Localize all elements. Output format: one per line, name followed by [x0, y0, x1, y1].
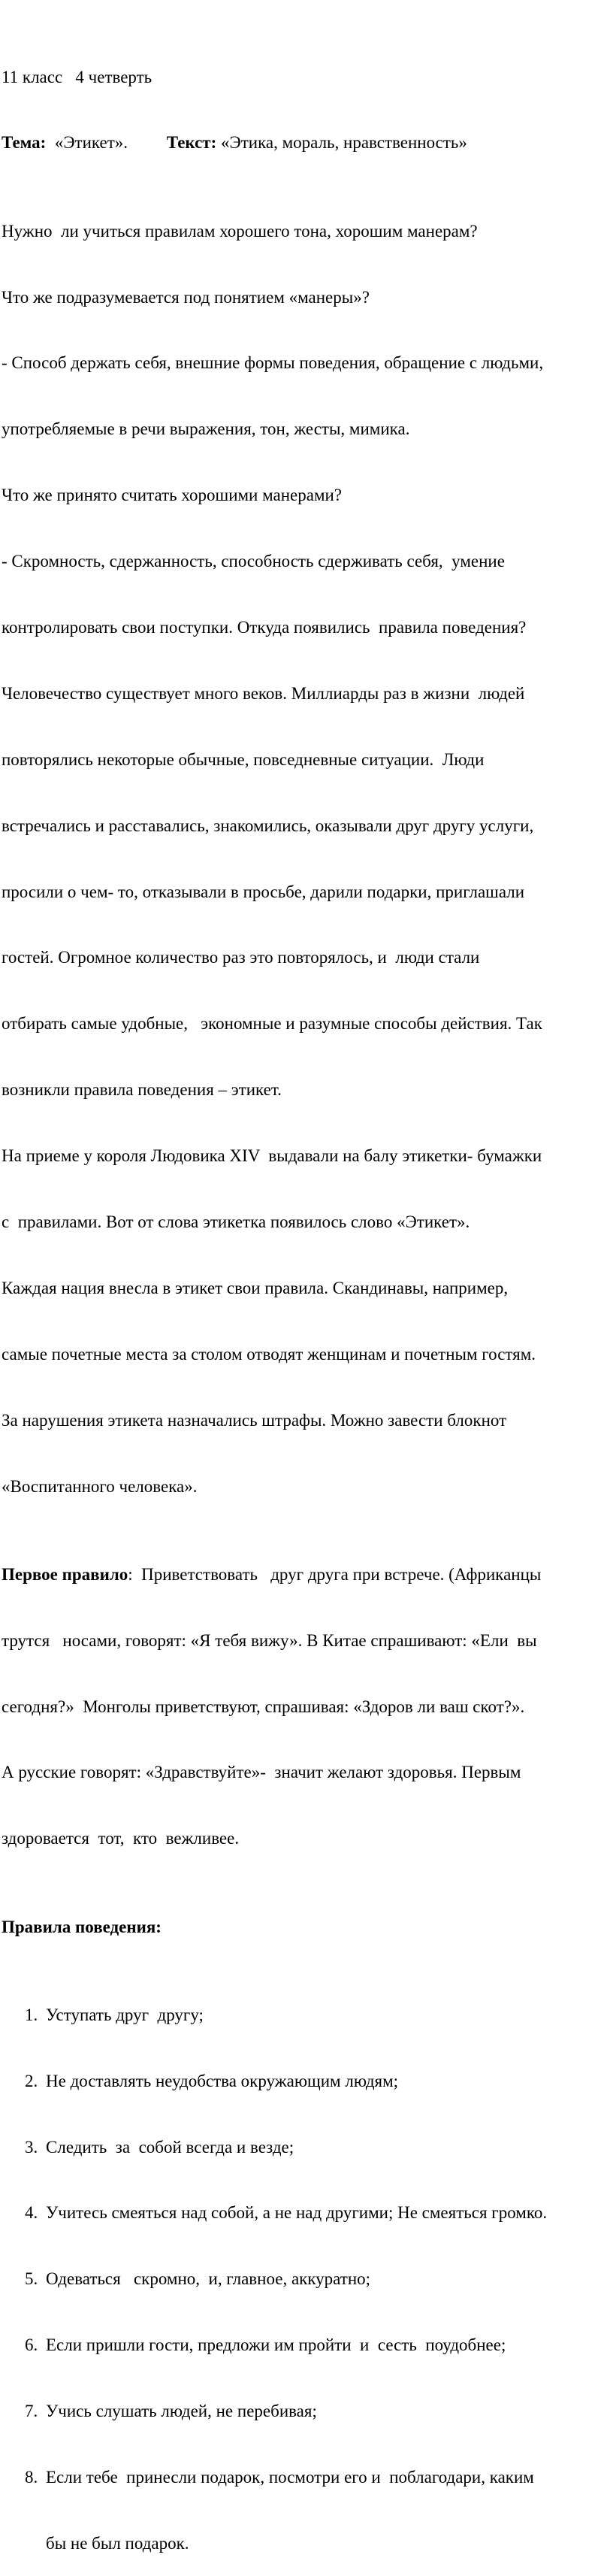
body-line: - Способ держать себя, внешние формы поведения, обращение с людьми, [2, 353, 544, 373]
text-label: Текст: [166, 133, 217, 153]
topic-line [2, 132, 611, 153]
first-rule-label: Первое правило [2, 1564, 128, 1584]
body-line: с правилами. Вот от слова этикетка появилось слово «Этикет». [2, 1212, 470, 1232]
body-line: «Воспитанного человека». [2, 1476, 198, 1496]
grade-line: 11 класс 4 четверть [2, 67, 152, 86]
body-line: Каждая нация внесла в этикет свои правила. Скандинавы, например, [2, 1278, 509, 1297]
body-line: На приеме у короля Людовика XIV выдавали на балу этикетки- бумажки [2, 1146, 542, 1166]
body-line: отбирать самые удобные, экономные и разумные способы действия. Так [2, 1014, 542, 1034]
body-line: самые почетные места за столом отводят женщинам и почетным гостям. [2, 1344, 536, 1364]
body-line: За нарушения этикета назначались штрафы. Можно завести блокнот [2, 1410, 507, 1430]
list-item-number: 6. [25, 2335, 38, 2355]
list-item-number: 4. [25, 2203, 38, 2223]
list-item-number: 3. [25, 2137, 38, 2157]
body-line: гостей. Огромное количество раз это повторялось, и люди стали [2, 948, 480, 967]
document-page [2, 22, 611, 2576]
list-item [2, 2004, 611, 2026]
first-rule-line: А русские говорят: «Здравствуйте»- значит желают здоровья. Первым [2, 1763, 521, 1782]
body-line: возникли правила поведения – этикет. [2, 1080, 282, 1100]
list-item [2, 2136, 611, 2158]
list-item-text: Если тебе принесли подарок, посмотри его и поблагодари, каким [46, 2467, 534, 2487]
list-item-number: 1. [25, 2005, 38, 2024]
first-rule-line: сегодня?» Монголы приветствуют, спрашивая: «Здоров ли ваш скот?». [2, 1697, 525, 1716]
list-item [2, 2334, 611, 2356]
body-line: Что же принято считать хорошими манерами? [2, 486, 343, 505]
topic-value: «Этикет». [46, 133, 167, 153]
first-rule-line: здоровается тот, кто вежливее. [2, 1829, 240, 1848]
body-line: употребляемые в речи выражения, тон, жесты, мимика. [2, 419, 410, 439]
list-item-text: Не доставлять неудобства окружающим людям; [46, 2071, 399, 2090]
list-item-text: Уступать друг другу; [46, 2005, 204, 2024]
body-line: Человечество существует много веков. Миллиарды раз в жизни людей [2, 683, 525, 703]
body-line: Что же подразумевается под понятием «манеры»? [2, 287, 370, 307]
first-rule-line [2, 1563, 611, 1585]
body-line: контролировать свои поступки. Откуда появились правила поведения? [2, 618, 527, 637]
body-line: просили о чем- то, отказывали в просьбе, дарили подарки, приглашали [2, 882, 525, 901]
list-item [2, 2202, 611, 2223]
list-item [2, 2466, 611, 2488]
topic-label: Тема: [2, 133, 47, 153]
list-item-text: Одеваться скромно, и, главное, аккуратно; [46, 2269, 371, 2289]
list-item-number: 2. [25, 2071, 38, 2090]
rules-heading: Правила поведения: [2, 1917, 162, 1936]
list-item [2, 2070, 611, 2092]
first-rule-line: трутся носами, говорят: «Я тебя вижу». В Китае спрашивают: «Ели вы [2, 1630, 537, 1650]
text-value: «Этика, мораль, нравственность» [216, 133, 467, 153]
list-item [2, 2268, 611, 2290]
list-item-text: Если пришли гости, предложи им пройти и сесть поудобнее; [46, 2335, 506, 2355]
body-line: повторялись некоторые обычные, повседневные ситуации. Люди [2, 749, 485, 769]
body-line: встречались и расставались, знакомились, оказывали друг другу услуги, [2, 816, 534, 835]
list-item-number: 8. [25, 2467, 38, 2487]
list-item-text: Следить за собой всегда и везде; [46, 2137, 294, 2157]
body-line: - Скромность, сдержанность, способность сдерживать себя, умение [2, 552, 505, 571]
list-item-continuation: бы не был подарок. [46, 2533, 189, 2553]
first-rule-text: : Приветствовать друг друга при встрече. (Африканцы [128, 1564, 542, 1584]
list-item-text: Учись слушать людей, не перебивая; [46, 2402, 317, 2421]
body-line: Нужно ли учиться правилам хорошего тона, хорошим манерам? [2, 221, 478, 241]
list-item-number: 5. [25, 2269, 38, 2289]
list-item-number: 7. [25, 2402, 38, 2421]
list-item [2, 2400, 611, 2422]
list-item-text: Учитесь смеяться над собой, а не над другими; Не смеяться громко. [46, 2203, 548, 2223]
